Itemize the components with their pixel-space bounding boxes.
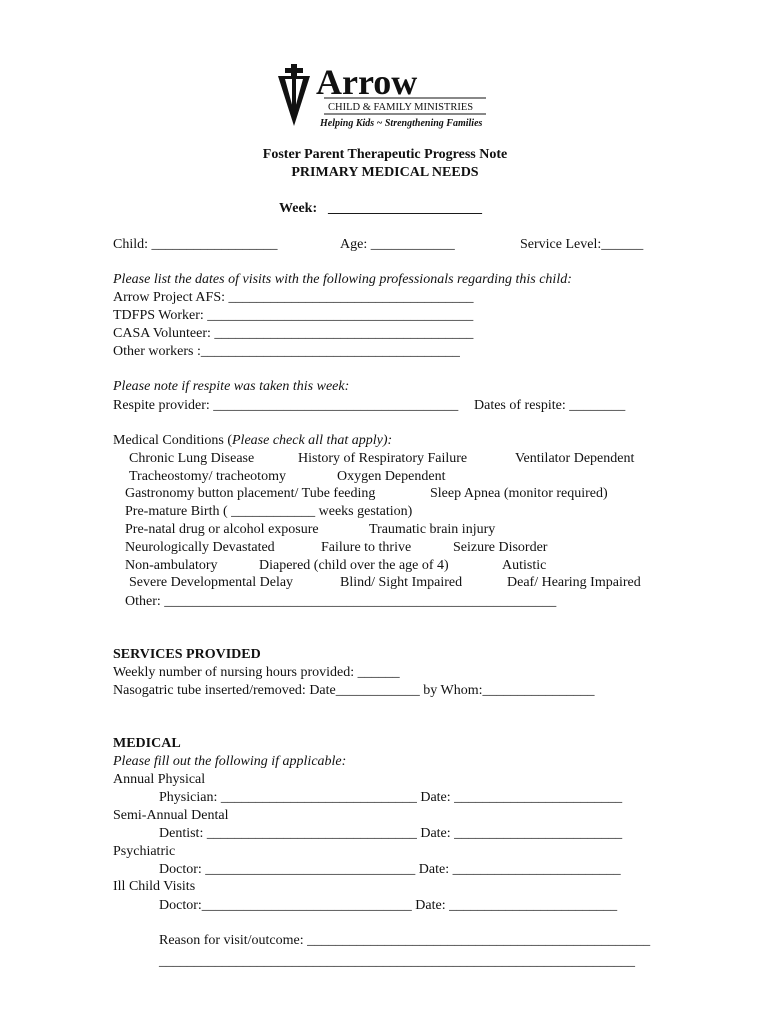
medical-conditions-label: Medical Conditions (Please check all that apply): <box>113 433 393 448</box>
condition-sleep-apnea[interactable]: Sleep Apnea (monitor required) <box>430 486 608 501</box>
form-title: Foster Parent Therapeutic Progress Note <box>262 147 508 162</box>
reason-for-visit-line-2[interactable]: ____________________________________________________________________ <box>159 954 635 969</box>
condition-traumatic-brain-injury[interactable]: Traumatic brain injury <box>369 522 496 537</box>
condition-prenatal-exposure[interactable]: Pre-natal drug or alcohol exposure <box>125 522 319 537</box>
arrow-logo <box>276 62 492 134</box>
psychiatric-label: Psychiatric <box>113 844 176 859</box>
arrow-project-afs-field[interactable]: Arrow Project AFS: ___________________________________ <box>113 290 474 305</box>
condition-oxygen-dependent[interactable]: Oxygen Dependent <box>337 469 446 484</box>
ill-child-doctor-field[interactable]: Doctor:______________________________ Date: ________________________ <box>159 898 618 913</box>
condition-seizure-disorder[interactable]: Seizure Disorder <box>453 540 548 555</box>
logo-tagline-2: Helping Kids ~ Strengthening Families <box>320 118 483 129</box>
condition-sight-impaired[interactable]: Blind/ Sight Impaired <box>340 575 463 590</box>
condition-diapered[interactable]: Diapered (child over the age of 4) <box>259 558 449 573</box>
nursing-hours-field[interactable]: Weekly number of nursing hours provided: ______ <box>113 665 400 680</box>
service-level-field[interactable]: Service Level:______ <box>520 237 644 252</box>
week-label: Week: <box>279 201 318 216</box>
medical-heading: MEDICAL <box>113 736 181 751</box>
dentist-field[interactable]: Dentist: ______________________________ Date: ________________________ <box>159 826 623 841</box>
condition-developmental-delay[interactable]: Severe Developmental Delay <box>129 575 294 590</box>
condition-ventilator-dependent[interactable]: Ventilator Dependent <box>515 451 635 466</box>
condition-chronic-lung-disease[interactable]: Chronic Lung Disease <box>129 451 255 466</box>
respite-dates-field[interactable]: Dates of respite: ________ <box>474 398 626 413</box>
form-subtitle: PRIMARY MEDICAL NEEDS <box>291 165 479 180</box>
condition-hearing-impaired[interactable]: Deaf/ Hearing Impaired <box>507 575 641 590</box>
condition-premature-birth[interactable]: Pre-mature Birth ( ____________ weeks gestation) <box>125 504 413 519</box>
visits-instruction: Please list the dates of visits with the following professionals regarding this child: <box>113 272 572 287</box>
ill-child-visits-label: Ill Child Visits <box>113 879 196 894</box>
logo-tagline-1: CHILD & FAMILY MINISTRIES <box>328 102 474 113</box>
casa-volunteer-field[interactable]: CASA Volunteer: _____________________________________ <box>113 326 474 341</box>
condition-tracheostomy[interactable]: Tracheostomy/ tracheotomy <box>129 469 286 484</box>
condition-non-ambulatory[interactable]: Non-ambulatory <box>125 558 218 573</box>
medical-instruction: Please fill out the following if applicable: <box>113 754 347 769</box>
condition-respiratory-failure[interactable]: History of Respiratory Failure <box>298 451 468 466</box>
child-field[interactable]: Child: __________________ <box>113 237 278 252</box>
condition-other-field[interactable]: Other: ________________________________________________________ <box>125 594 557 609</box>
condition-gastronomy-button[interactable]: Gastronomy button placement/ Tube feeding <box>125 486 376 501</box>
nasogastric-tube-field[interactable]: Nasogatric tube inserted/removed: Date____________ by Whom:________________ <box>113 683 595 698</box>
tdfps-worker-field[interactable]: TDFPS Worker: ______________________________________ <box>113 308 474 323</box>
age-field[interactable]: Age: ____________ <box>340 237 455 252</box>
respite-provider-field[interactable]: Respite provider: ___________________________________ <box>113 398 459 413</box>
psychiatric-doctor-field[interactable]: Doctor: ______________________________ Date: ________________________ <box>159 862 621 877</box>
condition-neurologically-devastated[interactable]: Neurologically Devastated <box>125 540 275 555</box>
respite-instruction: Please note if respite was taken this week: <box>113 379 350 394</box>
condition-failure-to-thrive[interactable]: Failure to thrive <box>321 540 412 555</box>
annual-physical-label: Annual Physical <box>113 772 206 787</box>
physician-field[interactable]: Physician: ____________________________ Date: ________________________ <box>159 790 623 805</box>
services-heading: SERVICES PROVIDED <box>113 647 261 662</box>
reason-for-visit-field[interactable]: Reason for visit/outcome: _________________________________________________ <box>159 933 651 948</box>
semi-annual-dental-label: Semi-Annual Dental <box>113 808 229 823</box>
other-workers-field[interactable]: Other workers :_____________________________________ <box>113 344 460 359</box>
logo-name: Arrow <box>316 62 418 102</box>
week-field[interactable]: ______________________ <box>328 201 482 216</box>
cross-arrow-icon <box>278 64 310 126</box>
condition-autistic[interactable]: Autistic <box>502 558 547 573</box>
